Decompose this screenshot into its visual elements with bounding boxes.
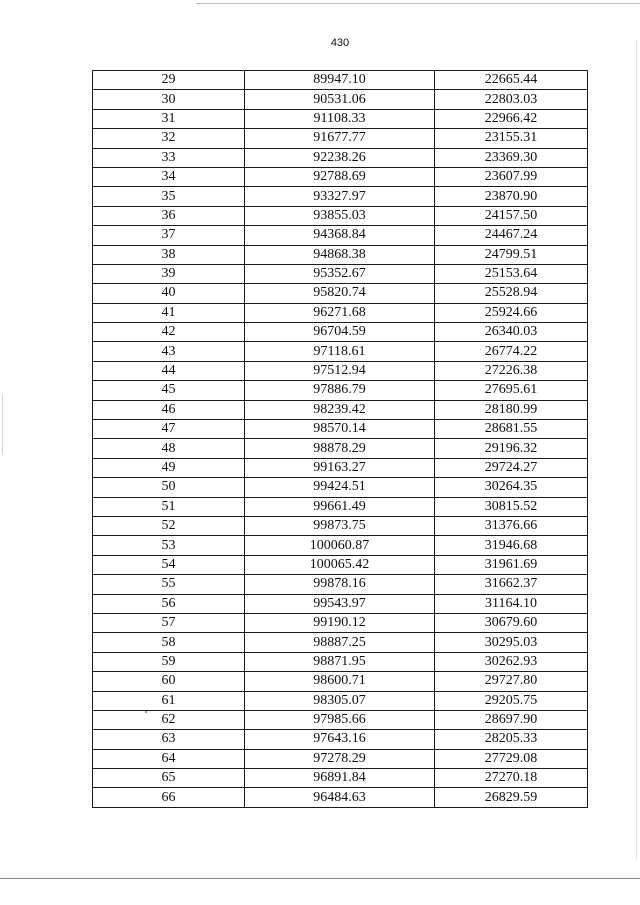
cell-value-b: 27226.38 <box>435 361 588 380</box>
cell-value-b: 27270.18 <box>435 769 588 788</box>
cell-value-a: 97278.29 <box>245 749 435 768</box>
cell-value-b: 24157.50 <box>435 206 588 225</box>
cell-value-b: 28681.55 <box>435 420 588 439</box>
cell-index: 43 <box>93 342 245 361</box>
cell-value-a: 98239.42 <box>245 400 435 419</box>
cell-index: 31 <box>93 109 245 128</box>
cell-value-a: 99873.75 <box>245 516 435 535</box>
cell-value-b: 23369.30 <box>435 148 588 167</box>
cell-value-a: 100060.87 <box>245 536 435 555</box>
cell-value-a: 98871.95 <box>245 652 435 671</box>
cell-value-a: 99878.16 <box>245 575 435 594</box>
cell-value-b: 22665.44 <box>435 71 588 90</box>
cell-index: 39 <box>93 264 245 283</box>
table-row <box>93 710 588 729</box>
scan-speck <box>145 711 147 713</box>
table-row <box>93 303 588 322</box>
cell-value-b: 30264.35 <box>435 478 588 497</box>
cell-value-a: 98600.71 <box>245 672 435 691</box>
cell-value-b: 28205.33 <box>435 730 588 749</box>
cell-index: 42 <box>93 323 245 342</box>
cell-index: 61 <box>93 691 245 710</box>
cell-value-b: 30295.03 <box>435 633 588 652</box>
cell-index: 66 <box>93 788 245 807</box>
cell-value-b: 27695.61 <box>435 381 588 400</box>
cell-index: 35 <box>93 187 245 206</box>
cell-value-a: 93327.97 <box>245 187 435 206</box>
table-row <box>93 381 588 400</box>
table-row <box>93 284 588 303</box>
table-row <box>93 420 588 439</box>
table-row <box>93 594 588 613</box>
cell-value-b: 29727.80 <box>435 672 588 691</box>
cell-value-a: 95352.67 <box>245 264 435 283</box>
table-row <box>93 575 588 594</box>
table-row <box>93 672 588 691</box>
cell-index: 33 <box>93 148 245 167</box>
cell-index: 36 <box>93 206 245 225</box>
table-row <box>93 109 588 128</box>
table-row <box>93 788 588 807</box>
cell-index: 40 <box>93 284 245 303</box>
cell-value-a: 93855.03 <box>245 206 435 225</box>
cell-index: 62 <box>93 710 245 729</box>
cell-value-a: 99543.97 <box>245 594 435 613</box>
cell-value-b: 31164.10 <box>435 594 588 613</box>
table-body <box>93 71 588 808</box>
cell-value-a: 97118.61 <box>245 342 435 361</box>
cell-value-a: 98887.25 <box>245 633 435 652</box>
table-row <box>93 730 588 749</box>
table-row <box>93 71 588 90</box>
table-row <box>93 342 588 361</box>
cell-value-a: 97985.66 <box>245 710 435 729</box>
cell-value-b: 22966.42 <box>435 109 588 128</box>
cell-value-a: 98570.14 <box>245 420 435 439</box>
cell-value-a: 92238.26 <box>245 148 435 167</box>
cell-value-a: 96891.84 <box>245 769 435 788</box>
cell-value-b: 30815.52 <box>435 497 588 516</box>
scan-edge-right <box>636 40 637 860</box>
cell-index: 38 <box>93 245 245 264</box>
cell-value-a: 99163.27 <box>245 458 435 477</box>
cell-index: 52 <box>93 516 245 535</box>
cell-value-b: 30679.60 <box>435 613 588 632</box>
cell-index: 53 <box>93 536 245 555</box>
cell-value-a: 96271.68 <box>245 303 435 322</box>
cell-value-b: 23870.90 <box>435 187 588 206</box>
cell-value-a: 96704.59 <box>245 323 435 342</box>
cell-value-a: 92788.69 <box>245 167 435 186</box>
table-row <box>93 516 588 535</box>
cell-index: 47 <box>93 420 245 439</box>
table-row <box>93 187 588 206</box>
cell-index: 30 <box>93 90 245 109</box>
cell-value-a: 99661.49 <box>245 497 435 516</box>
cell-value-a: 95820.74 <box>245 284 435 303</box>
cell-value-a: 97512.94 <box>245 361 435 380</box>
cell-value-a: 98305.07 <box>245 691 435 710</box>
cell-index: 60 <box>93 672 245 691</box>
cell-value-b: 26829.59 <box>435 788 588 807</box>
table-row <box>93 167 588 186</box>
cell-value-b: 27729.08 <box>435 749 588 768</box>
cell-index: 57 <box>93 613 245 632</box>
table-row <box>93 497 588 516</box>
scan-mark-left <box>2 395 3 455</box>
cell-value-b: 28697.90 <box>435 710 588 729</box>
table-row <box>93 613 588 632</box>
cell-index: 58 <box>93 633 245 652</box>
cell-value-b: 25153.64 <box>435 264 588 283</box>
cell-value-a: 90531.06 <box>245 90 435 109</box>
cell-value-b: 26340.03 <box>435 323 588 342</box>
cell-value-b: 25528.94 <box>435 284 588 303</box>
cell-index: 34 <box>93 167 245 186</box>
table-row <box>93 652 588 671</box>
table-row <box>93 148 588 167</box>
cell-value-a: 97886.79 <box>245 381 435 400</box>
cell-value-b: 23607.99 <box>435 167 588 186</box>
cell-index: 63 <box>93 730 245 749</box>
table-row <box>93 90 588 109</box>
cell-value-b: 23155.31 <box>435 129 588 148</box>
cell-value-b: 29196.32 <box>435 439 588 458</box>
cell-index: 44 <box>93 361 245 380</box>
cell-value-a: 94868.38 <box>245 245 435 264</box>
cell-value-b: 25924.66 <box>435 303 588 322</box>
table-row <box>93 555 588 574</box>
table-row <box>93 536 588 555</box>
table-row <box>93 400 588 419</box>
cell-value-b: 30262.93 <box>435 652 588 671</box>
table-row <box>93 129 588 148</box>
cell-value-b: 31961.69 <box>435 555 588 574</box>
table-row <box>93 323 588 342</box>
data-table <box>92 70 588 808</box>
cell-value-a: 100065.42 <box>245 555 435 574</box>
cell-value-a: 91108.33 <box>245 109 435 128</box>
cell-index: 51 <box>93 497 245 516</box>
cell-value-a: 94368.84 <box>245 226 435 245</box>
cell-value-a: 99190.12 <box>245 613 435 632</box>
table-row <box>93 749 588 768</box>
table-row <box>93 769 588 788</box>
table-row <box>93 361 588 380</box>
cell-index: 29 <box>93 71 245 90</box>
cell-index: 56 <box>93 594 245 613</box>
cell-index: 55 <box>93 575 245 594</box>
table-row <box>93 226 588 245</box>
table-row <box>93 478 588 497</box>
cell-value-b: 26774.22 <box>435 342 588 361</box>
cell-value-b: 31376.66 <box>435 516 588 535</box>
table-row <box>93 264 588 283</box>
cell-value-a: 91677.77 <box>245 129 435 148</box>
table-row <box>93 458 588 477</box>
table-row <box>93 245 588 264</box>
table-row <box>93 439 588 458</box>
cell-value-a: 89947.10 <box>245 71 435 90</box>
cell-value-a: 99424.51 <box>245 478 435 497</box>
cell-index: 65 <box>93 769 245 788</box>
cell-value-a: 98878.29 <box>245 439 435 458</box>
cell-index: 48 <box>93 439 245 458</box>
table-row <box>93 691 588 710</box>
cell-index: 59 <box>93 652 245 671</box>
cell-index: 46 <box>93 400 245 419</box>
cell-value-a: 97643.16 <box>245 730 435 749</box>
cell-value-b: 28180.99 <box>435 400 588 419</box>
cell-index: 37 <box>93 226 245 245</box>
cell-index: 45 <box>93 381 245 400</box>
cell-value-b: 31662.37 <box>435 575 588 594</box>
cell-index: 41 <box>93 303 245 322</box>
cell-value-b: 22803.03 <box>435 90 588 109</box>
cell-value-b: 29724.27 <box>435 458 588 477</box>
cell-index: 32 <box>93 129 245 148</box>
scan-edge-top <box>196 3 640 4</box>
page-number: 430 <box>330 37 350 49</box>
scan-edge-bottom <box>0 878 640 879</box>
cell-index: 64 <box>93 749 245 768</box>
cell-value-a: 96484.63 <box>245 788 435 807</box>
table-row <box>93 206 588 225</box>
cell-value-b: 31946.68 <box>435 536 588 555</box>
cell-value-b: 24799.51 <box>435 245 588 264</box>
cell-index: 50 <box>93 478 245 497</box>
table-row <box>93 633 588 652</box>
cell-index: 54 <box>93 555 245 574</box>
cell-index: 49 <box>93 458 245 477</box>
cell-value-b: 24467.24 <box>435 226 588 245</box>
cell-value-b: 29205.75 <box>435 691 588 710</box>
